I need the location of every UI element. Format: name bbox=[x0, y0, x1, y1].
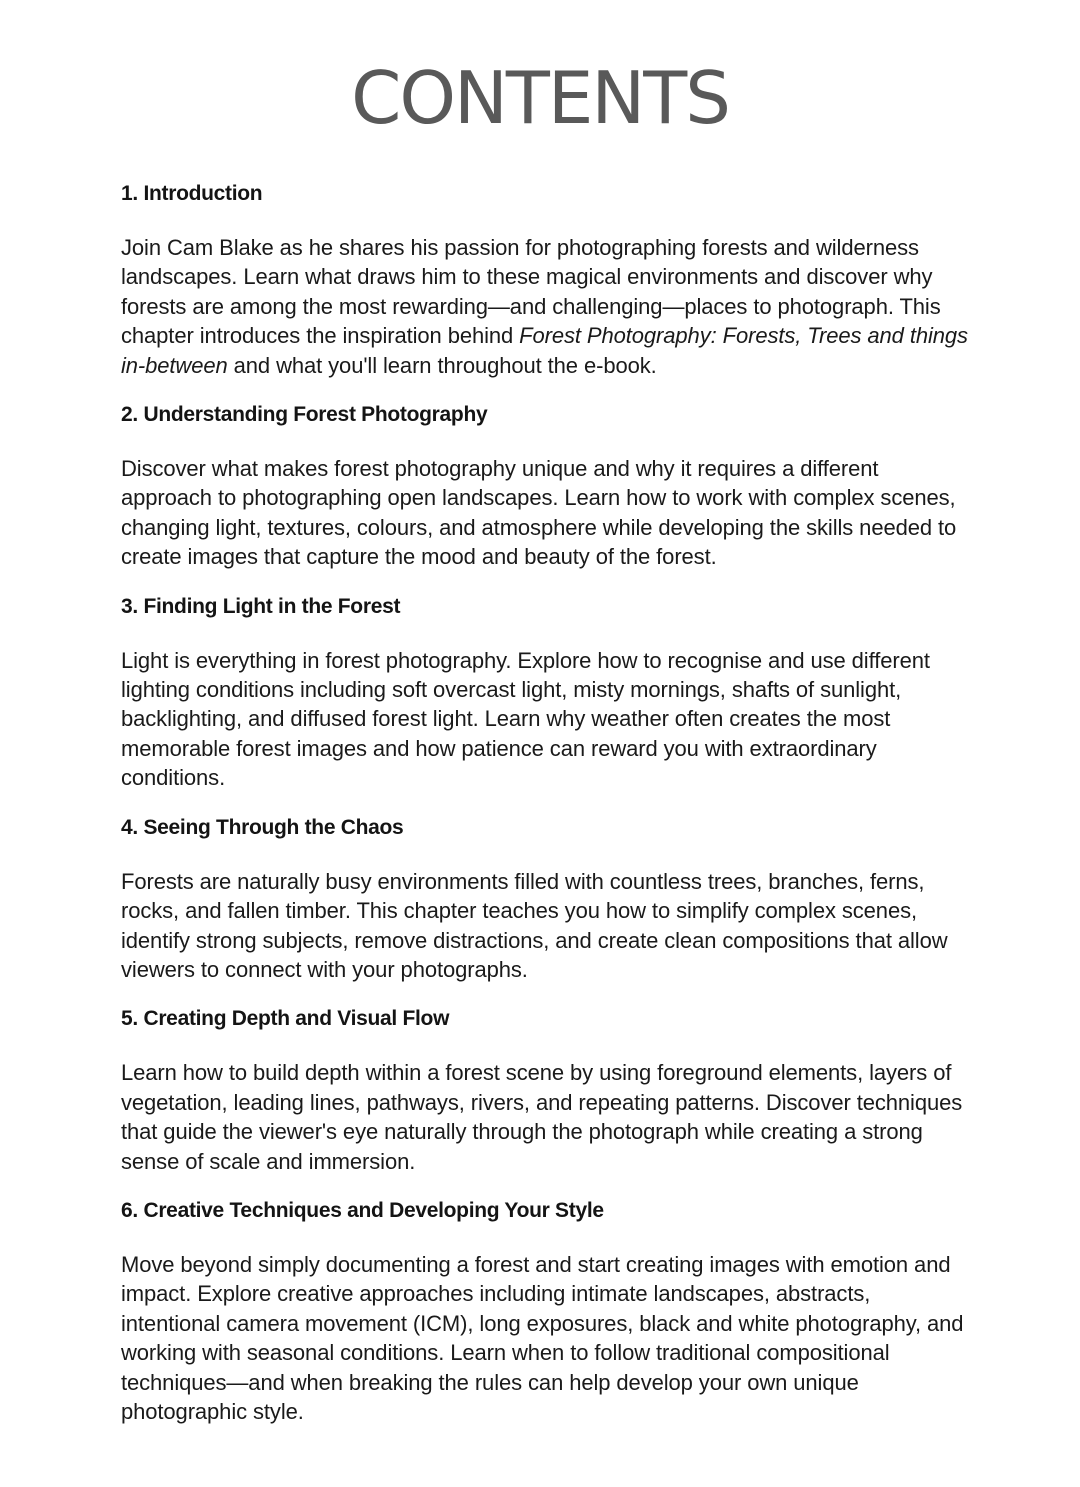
chapter-description: Forests are naturally busy environments filled with countless trees, branches, ferns, rocks, and fallen timber. This chapter teaches you how to simplify complex scenes, identify strong subjects, remove distractions, and create clean compositions that allow viewers to connect with your photographs. bbox=[121, 868, 948, 982]
chapter-heading: 4. Seeing Through the Chaos bbox=[121, 815, 404, 839]
chapter-description: Learn how to build depth within a forest scene by using foreground elements, layers of vegetation, leading lines, pathways, rivers, and repeating patterns. Discover techniques that guide the viewer's eye naturally through the photograph while creating a strong sense of scale and immersion. bbox=[121, 1060, 963, 1174]
chapter-heading: 5. Creating Depth and Visual Flow bbox=[121, 1007, 450, 1031]
chapter-description: Discover what makes forest photography unique and why it requires a different approach to photographing open landscapes. Learn how to work with complex scenes, changing light, textures, colours, and atmosphere while developing the skills needed to create images that capture the mood and beauty of the forest. bbox=[121, 456, 957, 570]
chapter-heading: 1. Introduction bbox=[121, 182, 263, 205]
toc-entry-introduction bbox=[121, 177, 971, 380]
chapter-heading: 6. Creative Techniques and Developing Your Style bbox=[121, 1198, 604, 1222]
page-title: CONTENTS bbox=[351, 56, 729, 140]
chapter-description-text: Join Cam Blake as he shares his passion for photographing forests and wilderness landscapes. Learn what draws him to these magical environments and discover why forests are among the most rewarding—and challenging—places to photograph. This chapter introduces the inspiration behind bbox=[121, 235, 941, 349]
chapter-description bbox=[121, 233, 971, 380]
toc-entry-finding-light bbox=[121, 590, 971, 793]
toc-entry-seeing-through-chaos bbox=[121, 811, 971, 985]
table-of-contents bbox=[121, 177, 971, 1426]
chapter-description: Light is everything in forest photography. Explore how to recognise and use different lighting conditions including soft overcast light, misty mornings, shafts of sunlight, backlighting, and diffused forest light. Learn why weather often creates the most memorable forest images and how patience can reward you with extraordinary conditions. bbox=[121, 647, 930, 791]
chapter-heading: 3. Finding Light in the Forest bbox=[121, 594, 401, 618]
chapter-description: Move beyond simply documenting a forest and start creating images with emotion and impact. Explore creative approaches including intimate landscapes, abstracts, intentional camera movement (ICM), long exposures, black and white photography, and working with seasonal conditions. Learn when to follow traditional compositional techniques—and when breaking the rules can help develop your own unique photographic style. bbox=[121, 1251, 964, 1424]
chapter-heading: 2. Understanding Forest Photography bbox=[121, 403, 488, 427]
toc-entry-creative-techniques bbox=[121, 1194, 971, 1426]
toc-entry-depth-visual-flow bbox=[121, 1002, 971, 1176]
toc-entry-understanding-forest-photography bbox=[121, 398, 971, 572]
chapter-description-text-end: and what you'll learn throughout the e-book. bbox=[227, 352, 657, 378]
book-title-italic: Forest Photography: Forests, Trees and things in-between bbox=[121, 323, 968, 378]
